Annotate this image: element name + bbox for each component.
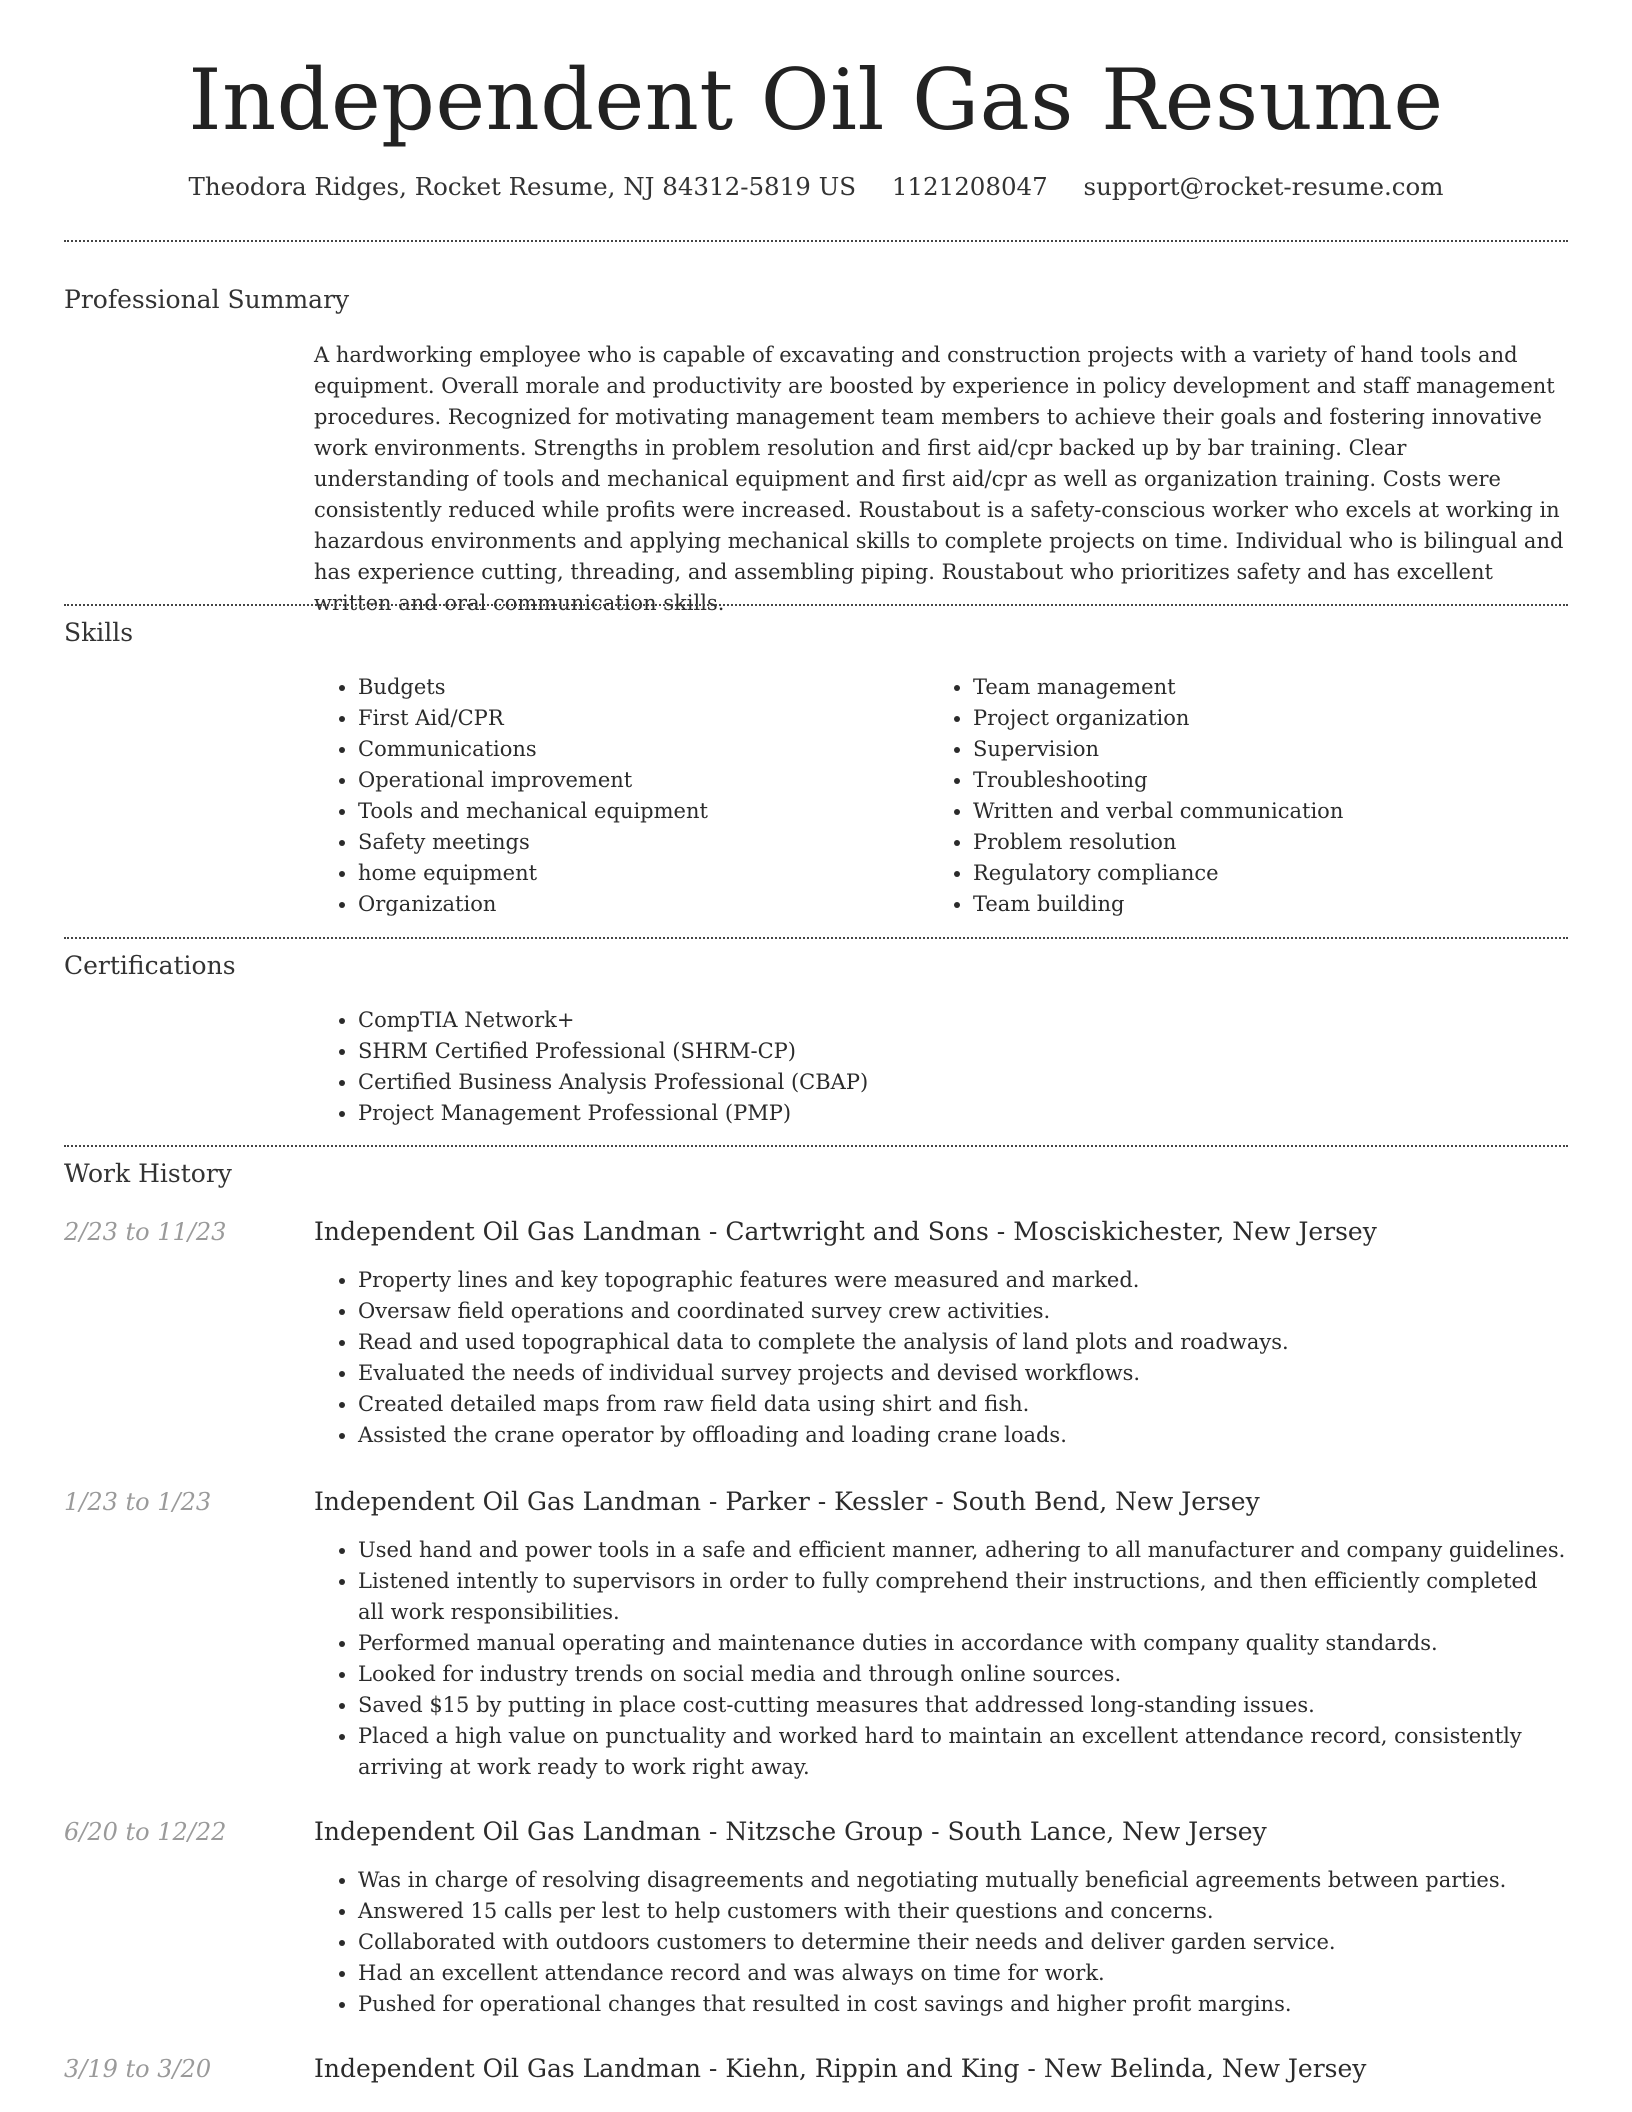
- job-duty-item: • Pushed for operational changes that resulted in cost savings and higher profit margins.: [358, 1989, 1568, 2020]
- job-duty-item: • Evaluated the needs of individual survey projects and devised workflows.: [358, 1358, 1568, 1389]
- skill-item: • Team building: [973, 889, 1529, 920]
- job-duty-item: • Oversaw field operations and coordinated survey crew activities.: [358, 1296, 1568, 1327]
- divider: [64, 937, 1568, 939]
- job-duties: [314, 1865, 1568, 2020]
- skill-item: • Budgets: [358, 672, 914, 703]
- job-duty-item: • Had an excellent attendance record and was always on time for work.: [358, 1958, 1568, 1989]
- certification-item: • SHRM Certified Professional (SHRM-CP): [358, 1036, 1568, 1067]
- job-duties: [314, 1265, 1568, 1451]
- certification-item: • CompTIA Network+: [358, 1005, 1568, 1036]
- skill-item: • home equipment: [358, 858, 914, 889]
- skill-item: • Troubleshooting: [973, 765, 1529, 796]
- job-dates: 3/19 to 3/20: [64, 2055, 212, 2083]
- skill-item: • Supervision: [973, 734, 1529, 765]
- contact-address: Theodora Ridges, Rocket Resume, NJ 84312-5819 US: [188, 172, 857, 201]
- job-duty-item: • Was in charge of resolving disagreements and negotiating mutually beneficial agreements between parties.: [358, 1865, 1568, 1896]
- contact-phone: 1121208047: [891, 172, 1048, 201]
- job-duty-item: • Created detailed maps from raw field data using shirt and fish.: [358, 1389, 1568, 1420]
- job-duty-item: • Answered 15 calls per lest to help customers with their questions and concerns.: [358, 1896, 1568, 1927]
- job-duty-item: • Assisted the crane operator by offloading and loading crane loads.: [358, 1420, 1568, 1451]
- summary-text: A hardworking employee who is capable of excavating and construction projects with a variety of hand tools and equipment. Overall morale and productivity are boosted by experience in policy development and staff management procedures. Recognized for motivating management team members to achieve their goals and fostering innovative work environments. Strengths in problem resolution and first aid/cpr backed up by bar training. Clear understanding of tools and mechanical equipment and first aid/cpr as well as organization training. Costs were consistently reduced while profits were increased. Roustabout is a safety-conscious worker who excels at working in hazardous environments and applying mechanical skills to complete projects on time. Individual who is bilingual and has experience cutting, threading, and assembling piping. Roustabout who prioritizes safety and has excellent written and oral communication skills.: [314, 343, 1564, 615]
- skill-item: • Communications: [358, 734, 914, 765]
- skills-list-right: [929, 672, 1529, 920]
- skill-item: • Tools and mechanical equipment: [358, 796, 914, 827]
- job-duties-list: [314, 1865, 1568, 2020]
- certification-item: • Certified Business Analysis Professional (CBAP): [358, 1067, 1568, 1098]
- skills-list-left: [314, 672, 914, 920]
- job-duty-item: • Listened intently to supervisors in order to fully comprehend their instructions, and then efficiently completed all work responsibilities.: [358, 1566, 1568, 1628]
- page-title: Independent Oil Gas Resume: [188, 51, 1444, 149]
- job-title: Independent Oil Gas Landman - Nitzsche Group - South Lance, New Jersey: [314, 1817, 1267, 1846]
- skills-column-right: [929, 672, 1529, 920]
- certification-item: • Project Management Professional (PMP): [358, 1098, 1568, 1129]
- job-duty-item: • Placed a high value on punctuality and worked hard to maintain an excellent attendance record, consistently arriving at work ready to work right away.: [358, 1721, 1568, 1783]
- job-duties-list: [314, 1265, 1568, 1451]
- job-duty-item: • Read and used topographical data to complete the analysis of land plots and roadways.: [358, 1327, 1568, 1358]
- job-duty-item: • Used hand and power tools in a safe and efficient manner, adhering to all manufacturer and company guidelines.: [358, 1535, 1568, 1566]
- skill-item: • Safety meetings: [358, 827, 914, 858]
- skill-item: • Written and verbal communication: [973, 796, 1529, 827]
- divider: [64, 1145, 1568, 1147]
- job-dates: 6/20 to 12/22: [64, 1818, 227, 1846]
- job-title: Independent Oil Gas Landman - Kiehn, Rippin and King - New Belinda, New Jersey: [314, 2054, 1367, 2083]
- divider: [64, 604, 1568, 606]
- job-title: Independent Oil Gas Landman - Parker - Kessler - South Bend, New Jersey: [314, 1487, 1260, 1516]
- job-title: Independent Oil Gas Landman - Cartwright and Sons - Mosciskichester, New Jersey: [314, 1217, 1377, 1246]
- job-duty-item: • Looked for industry trends on social media and through online sources.: [358, 1659, 1568, 1690]
- job-duty-item: • Property lines and key topographic features were measured and marked.: [358, 1265, 1568, 1296]
- summary-heading: Professional Summary: [64, 285, 350, 314]
- job-dates: 1/23 to 1/23: [64, 1488, 212, 1516]
- job-duty-item: • Collaborated with outdoors customers to determine their needs and deliver garden service.: [358, 1927, 1568, 1958]
- skills-heading: Skills: [64, 618, 134, 647]
- certifications-block: [314, 1005, 1568, 1129]
- divider: [64, 240, 1568, 242]
- certifications-heading: Certifications: [64, 951, 236, 980]
- skill-item: • Organization: [358, 889, 914, 920]
- certifications-list: [314, 1005, 1568, 1129]
- job-dates: 2/23 to 11/23: [64, 1218, 227, 1246]
- skill-item: • Problem resolution: [973, 827, 1529, 858]
- contact-email[interactable]: support@rocket-resume.com: [1083, 172, 1444, 201]
- skills-column-left: [314, 672, 914, 920]
- job-duties: [314, 1535, 1568, 1783]
- job-duty-item: • Performed manual operating and maintenance duties in accordance with company quality standards.: [358, 1628, 1568, 1659]
- contact-line: [0, 170, 1632, 204]
- job-duty-item: • Saved $15 by putting in place cost-cutting measures that addressed long-standing issues.: [358, 1690, 1568, 1721]
- work-history-heading: Work History: [64, 1159, 232, 1188]
- skill-item: • Team management: [973, 672, 1529, 703]
- skill-item: • First Aid/CPR: [358, 703, 914, 734]
- skill-item: • Project organization: [973, 703, 1529, 734]
- job-duties-list: [314, 1535, 1568, 1783]
- skill-item: • Regulatory compliance: [973, 858, 1529, 889]
- skill-item: • Operational improvement: [358, 765, 914, 796]
